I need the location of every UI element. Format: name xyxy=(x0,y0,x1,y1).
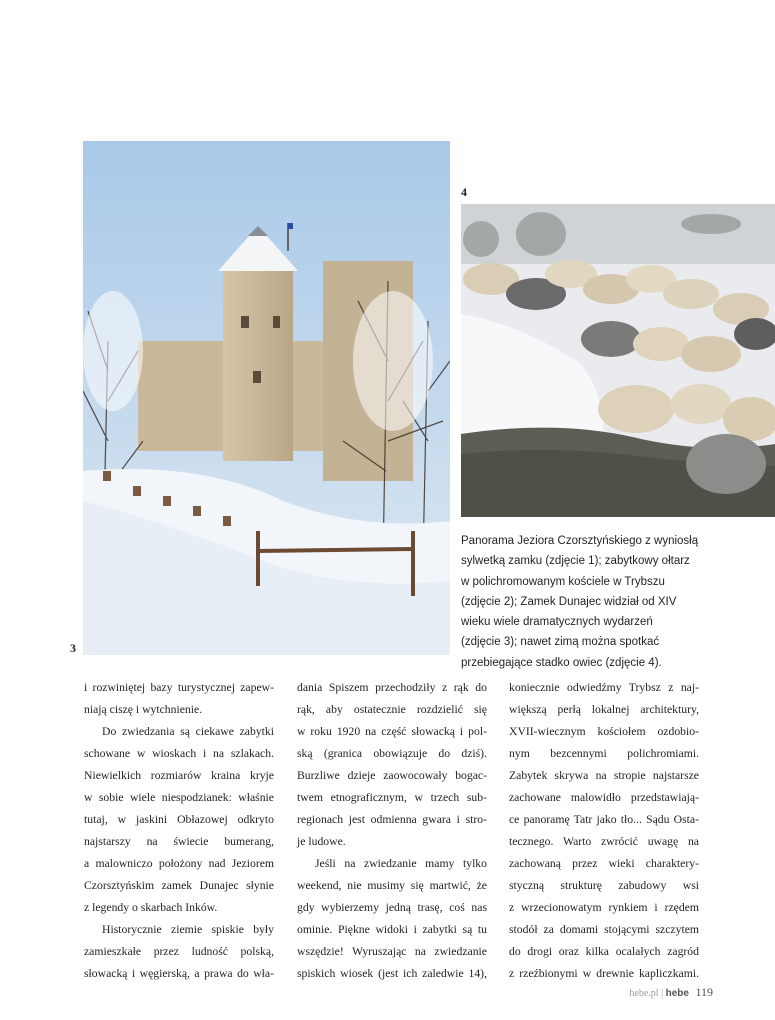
text-line: większą perłą lokalnej architektury, xyxy=(509,703,699,716)
text-line: nym bezcennymi polichromiami. xyxy=(509,747,699,760)
text-line: spiskich wiosek (jest ich zaledwie 14), xyxy=(297,967,487,980)
footer-site: hebe.pl xyxy=(629,988,659,999)
text-line: najstarszy na świecie bumerang, xyxy=(84,835,274,848)
photo-castle-winter xyxy=(83,141,450,655)
text-line: Burzliwe dzieje zaowocowały bogac- xyxy=(297,769,487,782)
text-line: niają ciszę i wytchnienie. xyxy=(84,703,203,716)
text-line: Do zwiedzania są ciekawe zabytki xyxy=(102,725,274,738)
text-line: zachowaną przez wieki charaktery- xyxy=(509,857,699,870)
article-column-2 xyxy=(297,677,487,985)
text-line: tutaj, w jaskini Obłazowej odkryto xyxy=(84,813,274,826)
footer-brand: hebe xyxy=(665,988,689,999)
text-line: ominie. Piękne widoki i zabytki są tu xyxy=(297,923,487,936)
article-column-1 xyxy=(84,677,274,985)
text-line: ce panoramę Tatr jako tło... Sądu Osta- xyxy=(509,813,699,826)
text-line: Czorsztyńskim zamek Dunajec słynie xyxy=(84,879,274,892)
caption-line: w polichromowanym kościele w Trybszu xyxy=(461,575,665,588)
page-number: 119 xyxy=(695,985,713,999)
text-line: je ludowe. xyxy=(297,835,346,848)
text-line: do drogi oraz kilka ocalałych zagród xyxy=(509,945,699,958)
text-line: ską (granica obowiązuje do dziś). xyxy=(297,747,487,760)
text-line: z legendy o skarbach Inków. xyxy=(84,901,218,914)
text-line: regionach jest odmienna gwara i stro- xyxy=(297,813,487,826)
footer-separator: | xyxy=(661,988,664,999)
text-line: tecznego. Warto zwrócić uwagę na xyxy=(509,835,699,848)
text-line: słowacką i węgierską, a prawa do wła- xyxy=(84,967,274,980)
text-line: weekend, nie musimy się martwić, że xyxy=(297,879,487,892)
text-line: koniecznie odwiedźmy Trybsz z naj- xyxy=(509,681,699,694)
text-line: wszędzie! Wyruszając na zwiedzanie xyxy=(297,945,487,958)
text-line: Historycznie ziemie spiskie były xyxy=(102,923,274,936)
caption-line: wieku wiele dramatycznych wydarzeń xyxy=(461,616,653,629)
text-line: i rozwiniętej bazy turystycznej zapew- xyxy=(84,681,274,694)
text-line: zachowane malowidło przedstawiają- xyxy=(509,791,699,804)
photo-caption xyxy=(461,531,761,673)
page-footer xyxy=(629,985,713,1000)
photo-number-3: 3 xyxy=(70,641,76,655)
caption-line: (zdjęcie 2); Zamek Dunajec widział od XIV xyxy=(461,595,677,608)
caption-line: Panorama Jeziora Czorsztyńskiego z wyniosłą xyxy=(461,535,699,547)
text-line: z rzeźbionymi w drewnie kapliczkami. xyxy=(509,967,699,980)
text-line: XVII-wiecznym kościołem ozdobio- xyxy=(509,725,699,738)
text-line: Zabytek skrywa na stropie najstarsze xyxy=(509,769,699,782)
text-line: a malowniczo położony nad Jeziorem xyxy=(84,857,274,870)
article-column-3 xyxy=(509,677,699,985)
text-line: w sobie wiele niespodzianek: właśnie xyxy=(84,791,274,804)
text-line: Jeśli na zwiedzanie mamy tylko xyxy=(315,857,487,870)
text-line: twem etnograficznym, w trzech sub- xyxy=(297,791,487,804)
photo-number-4: 4 xyxy=(461,185,467,199)
text-line: Niewielkich rozmiarów kraina kryje xyxy=(84,769,274,782)
text-line: zamieszkałe przez ludność polską, xyxy=(84,945,274,958)
photo-sheep-snow xyxy=(461,204,775,517)
text-line: schowane w wioskach i na szlakach. xyxy=(84,747,274,760)
text-line: rąk, aby ostatecznie rozdzielić się xyxy=(297,703,487,716)
text-line: w roku 1920 na część słowacką i pol- xyxy=(297,725,487,738)
caption-line: (zdjęcie 3); nawet zimą można spotkać xyxy=(461,636,660,649)
text-line: stodół za domami stojącymi szczytem xyxy=(509,923,699,936)
caption-line: sylwetką zamku (zdjęcie 1); zabytkowy ołtarz xyxy=(461,555,690,568)
text-line: styczną strukturę zabudowy wsi xyxy=(509,879,699,892)
text-line: z wrzecionowatym rynkiem i rzędem xyxy=(509,901,699,914)
text-line: gdy wybierzemy jedną trasę, coś nas xyxy=(297,901,487,914)
caption-line: przebiegające stadko owiec (zdjęcie 4). xyxy=(461,656,662,669)
text-line: dania Spiszem przechodziły z rąk do xyxy=(297,681,487,694)
